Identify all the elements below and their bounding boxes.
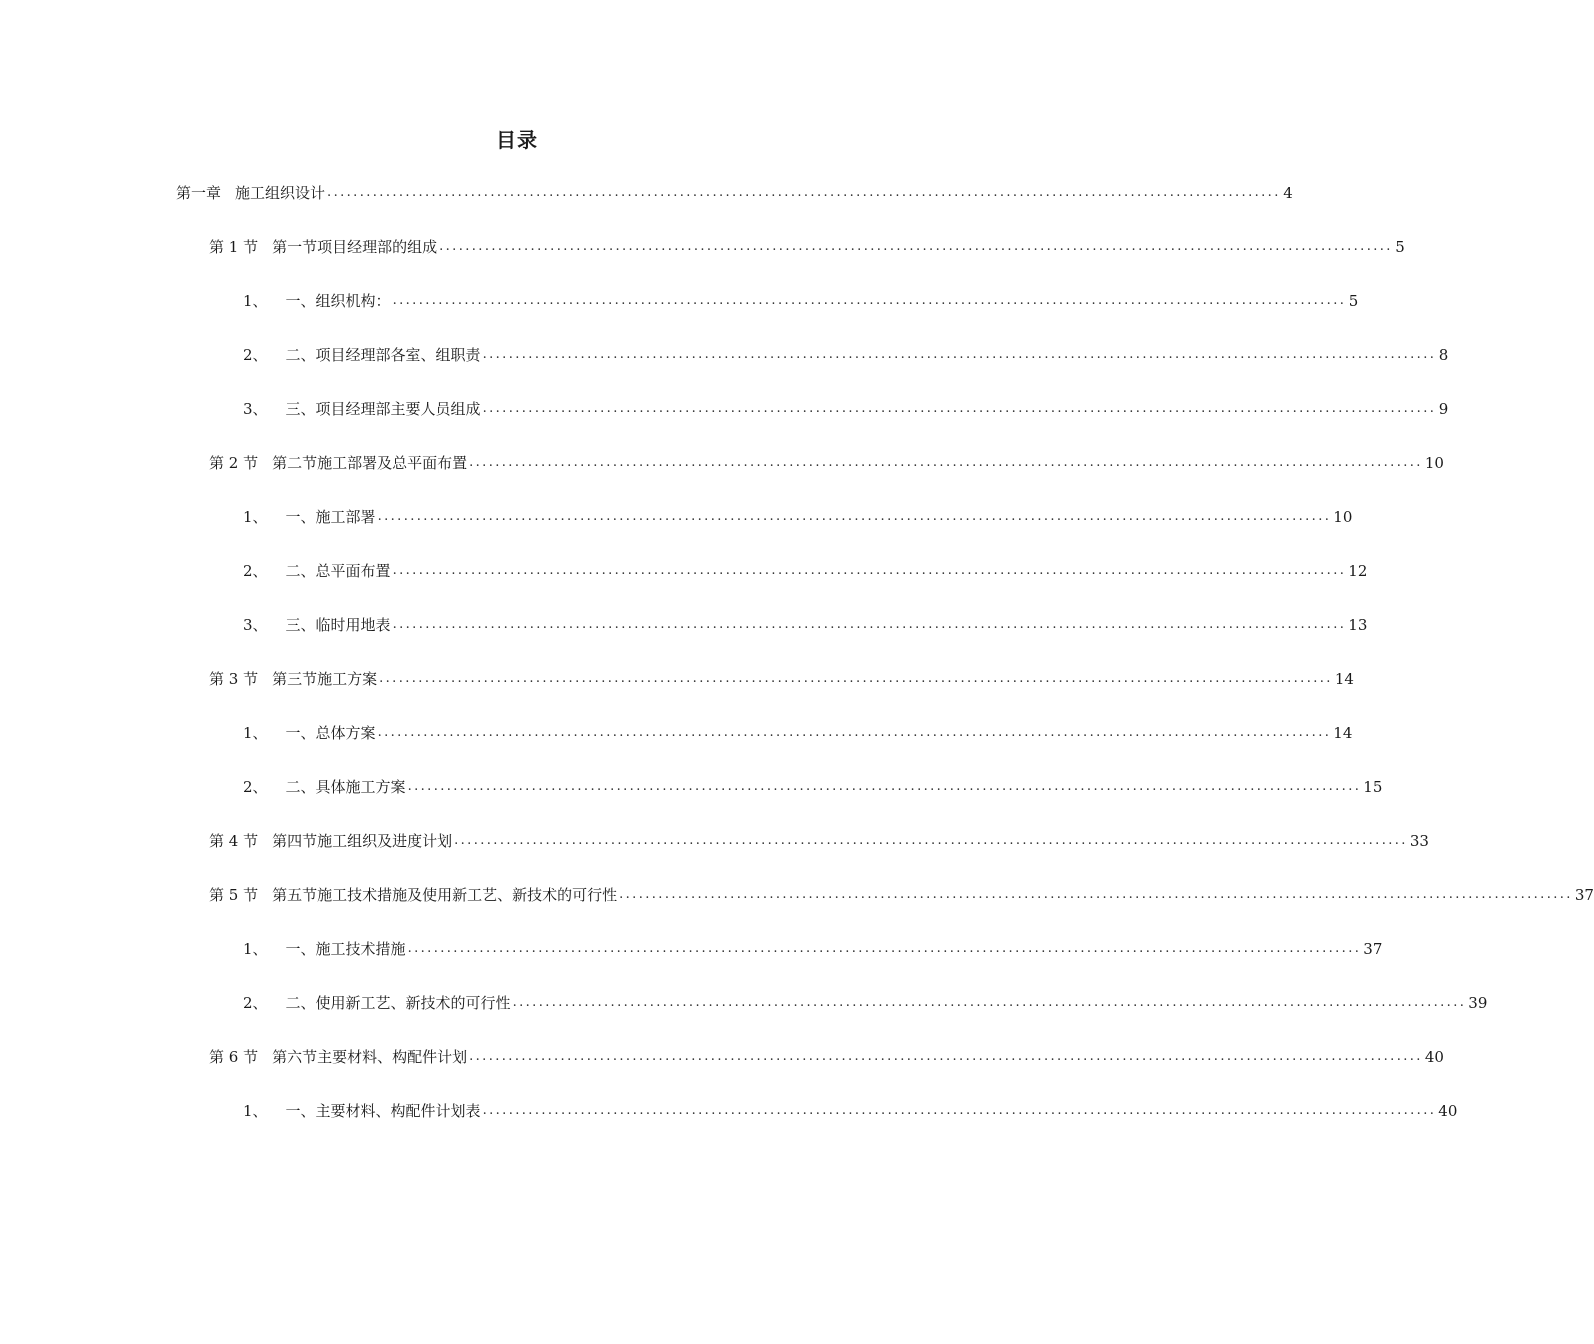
toc-entry-item[interactable] bbox=[243, 991, 1488, 1015]
toc-entry-item[interactable] bbox=[243, 397, 1449, 421]
toc-entry-section-2[interactable] bbox=[209, 451, 1444, 475]
toc-entry-page: 5 bbox=[1348, 292, 1359, 310]
toc-entry-page: 37 bbox=[1574, 886, 1594, 904]
toc-entry-section-1[interactable] bbox=[209, 235, 1405, 259]
toc-entry-title: 二、使用新工艺、新技术的可行性 bbox=[285, 994, 511, 1012]
toc-entry-page: 5 bbox=[1395, 238, 1405, 256]
toc-entry-title: 一、施工部署 bbox=[285, 508, 376, 526]
dot-leader: .................................................................................................................................................. bbox=[512, 995, 1467, 1010]
dot-leader: .................................................................................................................................................. bbox=[407, 779, 1362, 794]
toc-entry-title: 一、组织机构： bbox=[285, 292, 391, 310]
toc-entry-page: 14 bbox=[1333, 724, 1353, 742]
toc-entry-title: 二、项目经理部各室、组职责 bbox=[285, 346, 481, 364]
toc-entry-page: 37 bbox=[1363, 940, 1383, 958]
toc-entry-item[interactable] bbox=[243, 559, 1368, 583]
toc-entry-title: 三、临时用地表 bbox=[285, 616, 391, 634]
toc-entry-title: 第六节主要材料、构配件计划 bbox=[272, 1048, 468, 1066]
page-title: 目录 bbox=[496, 128, 538, 152]
dot-leader: .................................................................................................................................................. bbox=[482, 347, 1437, 362]
dot-leader: .................................................................................................................................................. bbox=[377, 509, 1332, 524]
dot-leader: .................................................................................................................................................. bbox=[392, 617, 1347, 632]
toc-entry-page: 14 bbox=[1334, 670, 1354, 688]
dot-leader: .................................................................................................................................................. bbox=[619, 887, 1573, 902]
toc-entry-title: 第五节施工技术措施及使用新工艺、新技术的可行性 bbox=[272, 886, 618, 904]
dot-leader: .................................................................................................................................................. bbox=[327, 185, 1281, 200]
toc-entry-title: 第三节施工方案 bbox=[272, 670, 378, 688]
dot-leader: .................................................................................................................................................. bbox=[377, 725, 1332, 740]
toc-entry-item[interactable] bbox=[243, 1099, 1458, 1123]
toc-entry-number: 3、 bbox=[243, 400, 268, 418]
toc-entry-title: 二、总平面布置 bbox=[285, 562, 391, 580]
toc-entry-number: 1、 bbox=[243, 508, 268, 526]
dot-leader: .................................................................................................................................................. bbox=[407, 941, 1362, 956]
toc-entry-item[interactable] bbox=[243, 343, 1449, 367]
toc-entry-number: 1、 bbox=[243, 1102, 268, 1120]
toc-entry-item[interactable] bbox=[243, 721, 1353, 745]
toc-entry-page: 33 bbox=[1409, 832, 1429, 850]
toc-entry-number: 3、 bbox=[243, 616, 268, 634]
toc-entry-page: 15 bbox=[1363, 778, 1383, 796]
toc-entry-number: 第 4 节 bbox=[209, 832, 259, 850]
toc-entry-page: 13 bbox=[1348, 616, 1368, 634]
dot-leader: .................................................................................................................................................. bbox=[469, 455, 1423, 470]
toc-entry-title: 一、施工技术措施 bbox=[285, 940, 406, 958]
toc-entry-number: 第 6 节 bbox=[209, 1048, 259, 1066]
dot-leader: .................................................................................................................................................. bbox=[482, 1103, 1437, 1118]
toc-entry-item[interactable] bbox=[243, 613, 1368, 637]
toc-entry-item[interactable] bbox=[243, 289, 1359, 313]
toc-entry-title: 施工组织设计 bbox=[235, 184, 326, 202]
dot-leader: .................................................................................................................................................. bbox=[392, 563, 1347, 578]
toc-entry-number: 2、 bbox=[243, 346, 268, 364]
toc-entry-page: 40 bbox=[1438, 1102, 1458, 1120]
toc-entry-section-4[interactable] bbox=[209, 829, 1429, 853]
toc-entry-chapter-1[interactable] bbox=[176, 181, 1293, 205]
toc-entry-page: 40 bbox=[1424, 1048, 1444, 1066]
toc-entry-title: 二、具体施工方案 bbox=[285, 778, 406, 796]
toc-entry-title: 一、主要材料、构配件计划表 bbox=[285, 1102, 481, 1120]
dot-leader: .................................................................................................................................................. bbox=[469, 1049, 1423, 1064]
toc-entry-title: 第四节施工组织及进度计划 bbox=[272, 832, 453, 850]
toc-entry-page: 8 bbox=[1438, 346, 1449, 364]
toc-entry-page: 39 bbox=[1468, 994, 1488, 1012]
toc-entry-section-3[interactable] bbox=[209, 667, 1354, 691]
toc-entry-title: 一、总体方案 bbox=[285, 724, 376, 742]
toc-entry-page: 9 bbox=[1438, 400, 1449, 418]
dot-leader: .................................................................................................................................................. bbox=[454, 833, 1408, 848]
dot-leader: .................................................................................................................................................. bbox=[379, 671, 1333, 686]
toc-entry-page: 10 bbox=[1424, 454, 1444, 472]
toc-entry-number: 第 5 节 bbox=[209, 886, 259, 904]
toc-entry-page: 4 bbox=[1283, 184, 1293, 202]
toc-entry-number: 第 1 节 bbox=[209, 238, 259, 256]
toc-entry-number: 第一章 bbox=[176, 184, 222, 202]
dot-leader: .................................................................................................................................................. bbox=[439, 239, 1393, 254]
toc-entry-number: 1、 bbox=[243, 940, 268, 958]
dot-leader: .................................................................................................................................................. bbox=[392, 293, 1347, 308]
toc-entry-title: 第二节施工部署及总平面布置 bbox=[272, 454, 468, 472]
toc-entry-number: 2、 bbox=[243, 994, 268, 1012]
toc-entry-page: 10 bbox=[1333, 508, 1353, 526]
toc-entry-section-5[interactable] bbox=[209, 883, 1594, 907]
toc-entry-title: 第一节项目经理部的组成 bbox=[272, 238, 438, 256]
toc-entry-number: 1、 bbox=[243, 724, 268, 742]
dot-leader: .................................................................................................................................................. bbox=[482, 401, 1437, 416]
toc-entry-number: 第 3 节 bbox=[209, 670, 259, 688]
toc-entry-item[interactable] bbox=[243, 775, 1383, 799]
toc-entry-title: 三、项目经理部主要人员组成 bbox=[285, 400, 481, 418]
toc-entry-item[interactable] bbox=[243, 937, 1383, 961]
toc-entry-section-6[interactable] bbox=[209, 1045, 1444, 1069]
toc-entry-item[interactable] bbox=[243, 505, 1353, 529]
toc-entry-number: 2、 bbox=[243, 562, 268, 580]
toc-entry-number: 1、 bbox=[243, 292, 268, 310]
toc-entry-page: 12 bbox=[1348, 562, 1368, 580]
toc-entry-number: 2、 bbox=[243, 778, 268, 796]
toc-entry-number: 第 2 节 bbox=[209, 454, 259, 472]
